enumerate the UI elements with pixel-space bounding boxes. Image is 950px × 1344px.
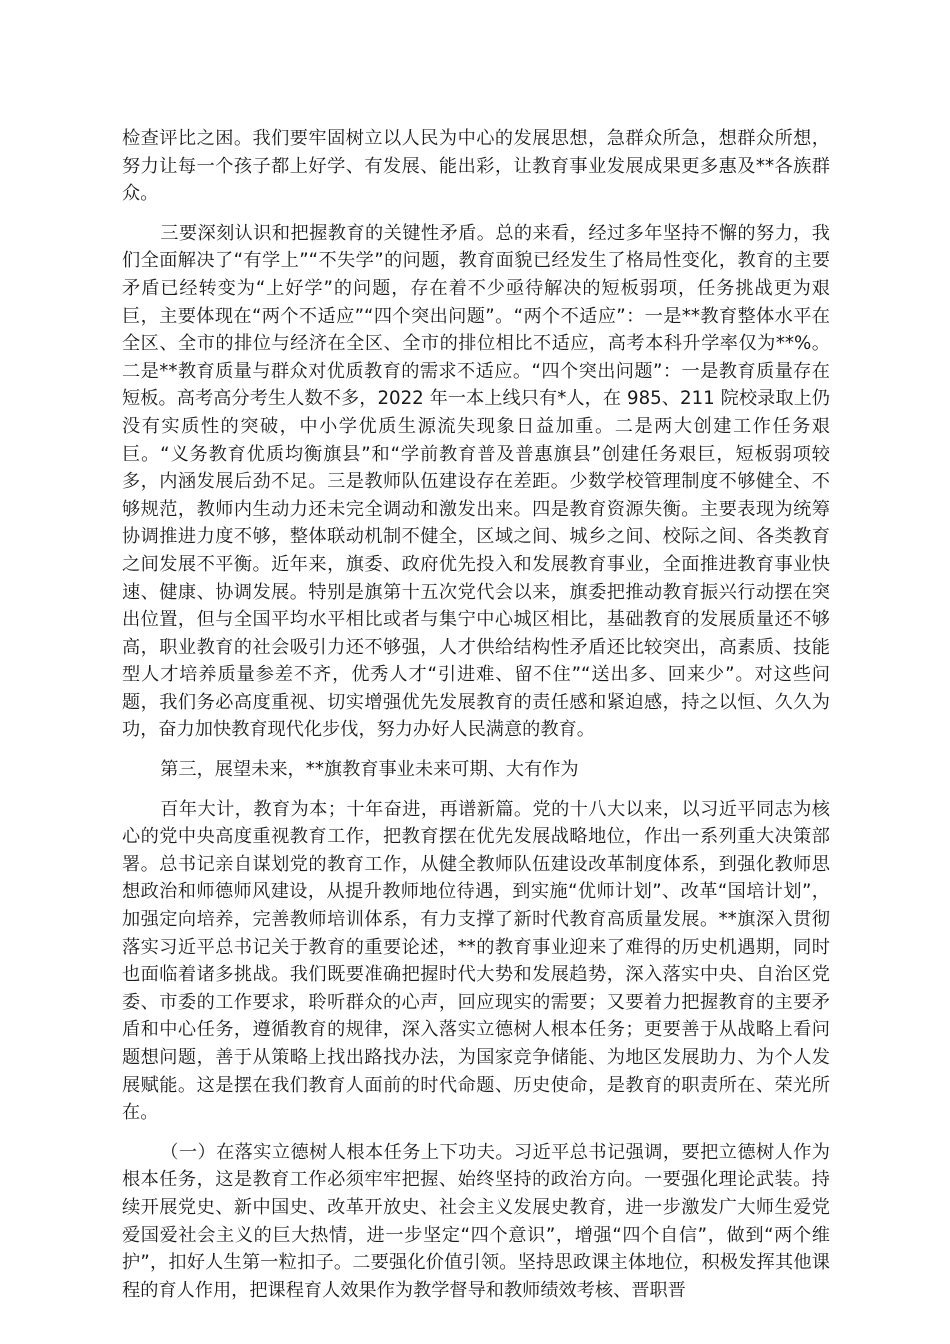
paragraph-continuation: 检查评比之困。我们要牢固树立以人民为中心的发展思想，急群众所急，想群众所想，努力让每一个孩子都上好学、有发展、能出彩，让教育事业发展成果更多惠及**各族群众。 <box>122 128 830 205</box>
paragraph-moral-education: （一）在落实立德树人根本任务上下功夫。习近平总书记强调，要把立德树人作为根本任务，这是教育工作必须牢牢把握、始终坚持的政治方向。一要强化理论武装。持续开展党史、新中国史、改革开放史、社会主义发展史教育，进一步激发广大师生爱党爱国爱社会主义的巨大热情，进一步坚定“四个意识”，增强“四个自信”，做到“两个维护”，扣好人生第一粒扣子。二要强化价值引领。坚持思政课主体地位，积极发挥其他课程的育人作用，把课程育人效果作为教学督导和教师绩效考核、晋职晋 <box>122 1141 830 1301</box>
paragraph-key-contradictions: 三要深刻认识和把握教育的关键性矛盾。总的来看，经过多年坚持不懈的努力，我们全面解决了“有学上”“不失学”的问题，教育面貌已经发生了格局性变化，教育的主要矛盾已经转变为“上好学”的问题，存在着不少亟待解决的短板弱项，任务挑战更为艰巨，主要体现在“两个不适应”“四个突出问题”。“两个不适应”：一是**教育整体水平在全区、全市的排位与经济在全区、全市的排位相比不适应，高考本科升学率仅为**%。二是**教育质量与群众对优质教育的需求不适应。“四个突出问题”：一是教育质量存在短板。高考高分考生人数不多，2022 年一本上线只有*人，在 985、211 院校录取上仍没有实质性的突破，中小学优质生源流失现象日益加重。二是两大创建工作任务艰巨。“义务教育优质均衡旗县”和“学前教育普及普惠旗县”创建任务艰巨，短板弱项较多，内涵发展后劲不足。三是教师队伍建设存在差距。少数学校管理制度不够健全、不够规范，教师内生动力还未完全调动和激发出来。四是教育资源失衡。主要表现为统筹协调推进力度不够，整体联动机制不健全，区域之间、城乡之间、校际之间、各类教育之间发展不平衡。近年来，旗委、政府优先投入和发展教育事业，全面推进教育事业快速、健康、协调发展。特别是旗第十五次党代会以来，旗委把推动教育振兴行动摆在突出位置，但与全国平均水平相比或者与集宁中心城区相比，基础教育的发展质量还不够高，职业教育的社会吸引力还不够强，人才供给结构性矛盾还比较突出，高素质、技能型人才培养质量参差不齐，优秀人才“引进难、留不住”“送出多、回来少”。对这些问题，我们务必高度重视、切实增强优先发展教育的责任感和紧迫感，持之以恒、久久为功，奋力加快教育现代化步伐，努力办好人民满意的教育。 <box>122 222 830 741</box>
paragraph-outlook: 百年大计，教育为本；十年奋进，再谱新篇。党的十八大以来，以习近平同志为核心的党中央高度重视教育工作，把教育摆在优先发展战略地位，作出一系列重大决策部署。总书记亲自谋划党的教育工作，从健全教师队伍建设改革制度体系，到强化教师思想政治和师德师风建设，从提升教师地位待遇，到实施“优师计划”、改革“国培计划”，加强定向培养，完善教师培训体系，有力支撑了新时代教育高质量发展。**旗深入贯彻落实习近平总书记关于教育的重要论述，**的教育事业迎来了难得的历史机遇期，同时也面临着诸多挑战。我们既要准确把握时代大势和发展趋势，深入落实中央、自治区党委、市委的工作要求，聆听群众的心声，回应现实的需要；又要着力把握教育的主要矛盾和中心任务，遵循教育的规律，深入落实立德树人根本任务；更要善于从战略上看问题想问题，善于从策略上找出路找办法，为国家竞争储能、为地区发展助力、为个人发展赋能。这是摆在我们教育人面前的时代命题、历史使命，是教育的职责所在、荣光所在。 <box>122 798 830 1124</box>
document-page <box>122 125 830 1316</box>
section-heading-third: 第三，展望未来，**旗教育事业未来可期、大有作为 <box>160 759 579 781</box>
